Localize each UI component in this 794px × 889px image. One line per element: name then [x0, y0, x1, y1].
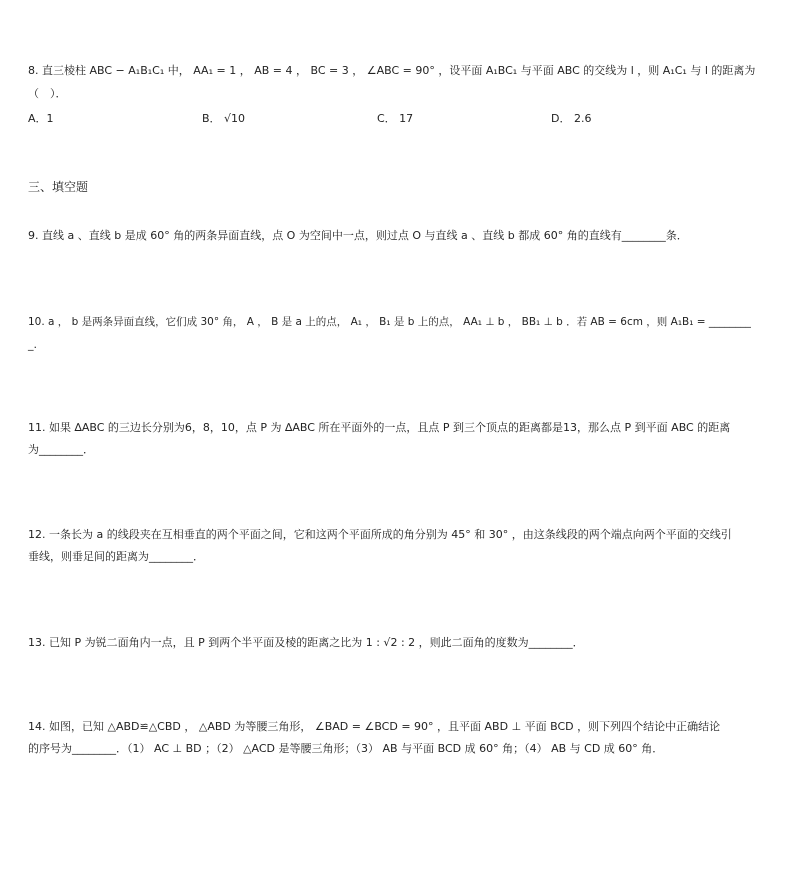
- question-9: 9. 直线 a 、直线 b 是成 60° 角的两条异面直线，点 O 为空间中一点，则过点 O 与直线 a 、直线 b 都成 60° 角的直线有________条．: [28, 229, 688, 242]
- option-b: B． √10: [202, 112, 246, 125]
- option-a: A．1: [28, 112, 54, 125]
- question-12-line-1: 12. 一条长为 a 的线段夹在互相垂直的两个平面之间，它和这两个平面所成的角分别为 45° 和 30° ，由这条线段的两个端点向两个平面的交线引: [28, 528, 732, 541]
- question-14-line-2: 的序号为________．（1） AC ⊥ BD ；（2） △ACD 是等腰三角形；（3） AB 与平面 BCD 成 60° 角；（4） AB 与 CD 成 60° 角．: [28, 742, 664, 755]
- option-c: C． 17: [377, 112, 414, 125]
- question-8-stem: 8. 直三棱柱 ABC − A₁B₁C₁ 中， AA₁ = 1 ， AB = 4 ， BC = 3 ， ∠ABC = 90° ，设平面 A₁BC₁ 与平面 ABC 的交线为 l ，则 A₁C₁ 与 l 的距离为: [28, 64, 756, 77]
- question-12-line-2: 垂线，则垂足间的距离为________．: [28, 550, 204, 563]
- question-11-line-1: 11. 如果 ∆ABC 的三边长分别为6，8，10，点 P 为 ∆ABC 所在平面外的一点，且点 P 到三个顶点的距离都是13，那么点 P 到平面 ABC 的距离: [28, 421, 731, 434]
- question-10-line-1: 10. a ， b 是两条异面直线，它们成 30° 角， A ， B 是 a 上的点， A₁ ， B₁ 是 b 上的点， AA₁ ⊥ b ， BB₁ ⊥ b ．若 AB = 6cm ，则 A₁B₁ = ________: [28, 316, 751, 328]
- section-heading: 三、填空题: [28, 180, 89, 194]
- option-d: D． 2.6: [551, 112, 592, 125]
- question-13: 13. 已知 P 为锐二面角内一点，且 P 到两个半平面及棱的距离之比为 1 : √2 : 2 ，则此二面角的度数为________．: [28, 636, 584, 649]
- question-11-line-2: 为________．: [28, 443, 94, 456]
- question-14-line-1: 14. 如图，已知 △ABD≌△CBD ， △ABD 为等腰三角形， ∠BAD = ∠BCD = 90° ，且平面 ABD ⊥ 平面 BCD ，则下列四个结论中正确结论: [28, 720, 721, 733]
- question-10-line-2: _.: [28, 338, 37, 351]
- question-8-bracket: （ ）．: [28, 87, 67, 100]
